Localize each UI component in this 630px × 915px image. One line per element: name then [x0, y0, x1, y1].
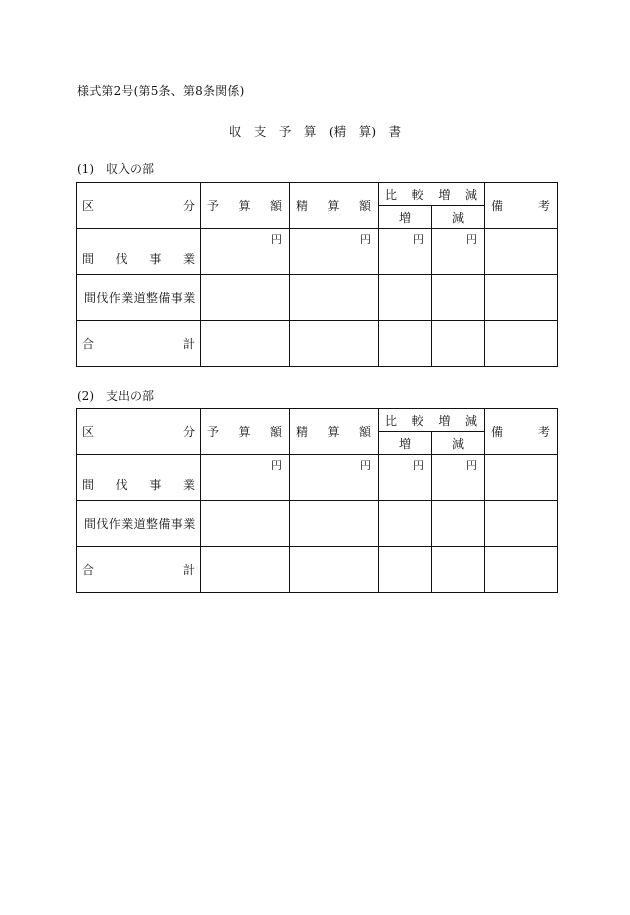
decrease-cell — [432, 547, 485, 593]
budget-amount-cell: 円 — [201, 229, 290, 275]
table-row — [77, 547, 558, 593]
remarks-cell — [485, 321, 558, 367]
remarks-cell — [485, 501, 558, 547]
row-label: 間 伐 事 業 — [77, 455, 201, 501]
header-settled-amount: 精 算 額 — [290, 183, 379, 229]
row-label: 間 伐 事 業 — [77, 229, 201, 275]
settled-amount-cell — [290, 547, 379, 593]
header-budget-amount: 予 算 額 — [201, 183, 290, 229]
settled-amount-cell: 円 — [290, 455, 379, 501]
settled-amount-cell: 円 — [290, 229, 379, 275]
decrease-cell — [432, 321, 485, 367]
table-row — [77, 321, 558, 367]
budget-amount-cell — [201, 321, 290, 367]
table-row — [77, 455, 558, 501]
row-label: 間伐作業道整備事業 — [77, 275, 201, 321]
table-row — [77, 275, 558, 321]
income-section-heading: (1) 収入の部 — [77, 162, 154, 176]
increase-cell: 円 — [379, 229, 432, 275]
increase-cell — [379, 321, 432, 367]
remarks-cell — [485, 547, 558, 593]
header-remarks: 備 考 — [485, 183, 558, 229]
header-comparison: 比 較 増 減 — [379, 183, 485, 206]
header-row — [77, 409, 558, 432]
remarks-cell — [485, 229, 558, 275]
expenditure-table — [76, 408, 558, 593]
header-row — [77, 183, 558, 206]
decrease-cell: 円 — [432, 455, 485, 501]
header-increase: 増 — [379, 206, 432, 229]
header-remarks: 備 考 — [485, 409, 558, 455]
remarks-cell — [485, 275, 558, 321]
income-table — [76, 182, 558, 367]
header-budget-amount: 予 算 額 — [201, 409, 290, 455]
header-increase: 増 — [379, 432, 432, 455]
header-settled-amount: 精 算 額 — [290, 409, 379, 455]
settled-amount-cell — [290, 501, 379, 547]
header-kubun: 区 分 — [77, 409, 201, 455]
form-number: 様式第2号(第5条、第8条関係) — [77, 84, 245, 98]
document-title: 収 支 予 算 (精 算) 書 — [228, 124, 402, 139]
increase-cell: 円 — [379, 455, 432, 501]
budget-amount-cell: 円 — [201, 455, 290, 501]
settled-amount-cell — [290, 275, 379, 321]
budget-amount-cell — [201, 275, 290, 321]
row-label: 間伐作業道整備事業 — [77, 501, 201, 547]
decrease-cell: 円 — [432, 229, 485, 275]
increase-cell — [379, 275, 432, 321]
header-decrease: 減 — [432, 432, 485, 455]
header-comparison: 比 較 増 減 — [379, 409, 485, 432]
expenditure-section-heading: (2) 支出の部 — [77, 389, 154, 403]
row-label: 合 計 — [77, 321, 201, 367]
row-label: 合 計 — [77, 547, 201, 593]
header-decrease: 減 — [432, 206, 485, 229]
table-row — [77, 501, 558, 547]
increase-cell — [379, 547, 432, 593]
budget-amount-cell — [201, 547, 290, 593]
settled-amount-cell — [290, 321, 379, 367]
remarks-cell — [485, 455, 558, 501]
decrease-cell — [432, 275, 485, 321]
increase-cell — [379, 501, 432, 547]
header-kubun: 区 分 — [77, 183, 201, 229]
table-row — [77, 229, 558, 275]
decrease-cell — [432, 501, 485, 547]
budget-amount-cell — [201, 501, 290, 547]
